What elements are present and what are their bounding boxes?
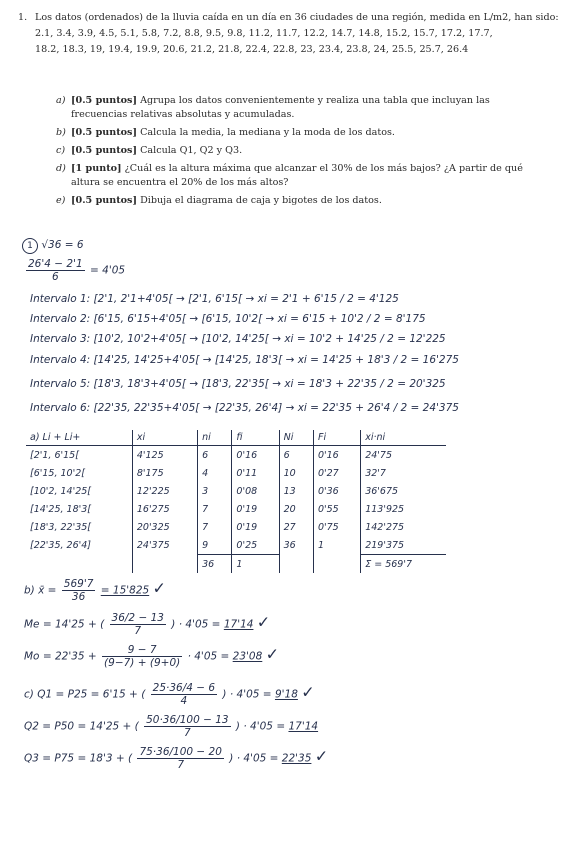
q3-line: Q3 = P75 = 18'3 + ( $\frac{75\cdot 36/100 - 20}{7}$ ) · 4'05 = 22'35 ✓: [24, 746, 329, 771]
table-cell: 0'75: [313, 518, 360, 536]
interval-line: [30, 293, 399, 305]
median-line: Me = 14'25 + ( $\frac{36/2 - 13}{7}$ ) · 4'05 = 17'14 ✓: [24, 612, 271, 637]
mode-denominator: (9−7) + (9+0): [104, 657, 181, 669]
mode-line: [24, 644, 279, 669]
interval-label: Intervalo 2:: [30, 313, 91, 325]
interval-line: [30, 402, 459, 414]
table-cell: 0'25: [232, 536, 279, 555]
interval-line: [30, 378, 446, 390]
part-label: c): [56, 145, 66, 156]
q1-tail: · 4'05 =: [229, 688, 272, 701]
table-total-row: [26, 555, 446, 574]
table-cell: 0'55: [313, 500, 360, 518]
part-label: a): [56, 95, 66, 106]
mean-fraction: [62, 578, 96, 603]
table-row: [26, 446, 446, 465]
table-cell: 6: [279, 446, 313, 465]
table-row: [26, 464, 446, 482]
interval-label: Intervalo 5:: [30, 378, 91, 390]
interval-text: [14'25, 14'25+4'05[ → [14'25, 18'3[ → xi = 14'25 + 18'3 / 2 = 16'275: [93, 354, 459, 366]
interval-text: [18'3, 18'3+4'05[ → [18'3, 22'35[ → xi = 18'3 + 22'35 / 2 = 20'325: [93, 378, 446, 390]
q2-result: 17'14: [288, 720, 319, 733]
table-cell: 36: [279, 536, 313, 555]
header-cell: Fi: [313, 430, 360, 446]
part-points: [0.5 puntos]: [71, 145, 137, 156]
table-cell: 0'11: [232, 464, 279, 482]
amplitude-fraction: [26, 258, 85, 283]
check-mark-icon: ✓: [314, 746, 329, 766]
table-cell: 219'375: [365, 539, 405, 551]
table-cell: 0'16: [313, 446, 360, 465]
table-cell: [18'3, 22'35[: [26, 518, 132, 536]
amplitude-denominator: 6: [51, 271, 59, 283]
median-fraction: [110, 612, 166, 637]
mode-label: Mo = 22'35 +: [24, 650, 97, 663]
table-cell: 16'275: [132, 500, 197, 518]
amplitude-line: [24, 258, 125, 283]
q1-fraction: [151, 682, 217, 707]
amplitude-numerator: 26'4 − 2'1: [28, 258, 83, 270]
mode-tail: · 4'05 =: [187, 650, 230, 663]
q3-result: 22'35: [281, 752, 312, 765]
part-text: ¿Cuál es la altura máxima que alcanzar el 30% de los más bajos? ¿A partir de qué altura se encuentra el 20% de los más altos?: [71, 163, 523, 188]
mean-numerator: 569'7: [63, 578, 94, 590]
header-cell: fi: [232, 430, 279, 446]
header-cell: xi: [132, 430, 197, 446]
median-label: Me = 14'25 +: [24, 618, 97, 631]
q2-fraction: [144, 714, 230, 739]
header-cell: Ni: [279, 430, 313, 446]
table-cell: 20'325: [132, 518, 197, 536]
table-cell: 0'16: [232, 446, 279, 465]
table-cell: [132, 555, 197, 574]
mean-label: b) x̄ =: [24, 584, 57, 597]
interval-label: Intervalo 3:: [30, 333, 91, 345]
q2-label: Q2 = P50 = 14'25 +: [24, 720, 132, 733]
part-label: e): [56, 195, 66, 206]
median-tail: · 4'05 =: [178, 618, 221, 631]
table-cell: 0'19: [232, 500, 279, 518]
data-line-1: 2.1, 3.4, 3.9, 4.5, 5.1, 5.8, 7.2, 8.8, 9.5, 9.8, 11.2, 11.7, 12.2, 14.7, 14.8, 15.2, 15.7, 17.2, 17.7,: [35, 28, 493, 39]
table-cell: [313, 555, 360, 574]
table-cell: [279, 555, 313, 574]
interval-label: Intervalo 4:: [30, 354, 91, 366]
table-cell: 24'75: [365, 449, 392, 461]
q2-denominator: 7: [184, 727, 191, 739]
table-cell: [2'1, 6'15[: [26, 446, 132, 465]
part-text: Agrupa los datos convenientemente y realiza una tabla que incluyan las frecuencias relativas absolutas y acumuladas.: [71, 95, 490, 120]
table-cell: 142'275: [365, 521, 405, 533]
table-cell: 0'08: [232, 482, 279, 500]
q1-denominator: 4: [180, 695, 188, 707]
mode-numerator: 9 − 7: [102, 644, 182, 657]
table-cell: 7: [198, 500, 232, 518]
total-f: 1: [232, 555, 279, 574]
q3-fraction: [137, 746, 223, 771]
part-text: Dibuja el diagrama de caja y bigotes de los datos.: [140, 195, 382, 206]
header-cell: a) Li + Li+: [26, 430, 132, 446]
interval-text: [10'2, 10'2+4'05[ → [10'2, 14'25[ → xi = 10'2 + 14'25 / 2 = 12'225: [93, 333, 446, 345]
table-cell: 27: [279, 518, 313, 536]
mean-denominator: 36: [71, 591, 86, 603]
part-points: [1 punto]: [71, 163, 122, 174]
table-row: [26, 536, 446, 555]
mean-line: [24, 578, 166, 603]
table-cell: 10: [279, 464, 313, 482]
q2-tail: · 4'05 =: [243, 720, 286, 733]
table-cell: 8'175: [132, 464, 197, 482]
check-mark-icon: ✓: [301, 682, 315, 702]
interval-label: Intervalo 1:: [30, 293, 91, 305]
table-cell: 0'27: [313, 464, 360, 482]
q1-line: c) Q1 = P25 = 6'15 + ( $\frac{25\cdot 36/4 - 6}{4}$ ) · 4'05 = 9'18 ✓: [24, 682, 315, 707]
q2-line: Q2 = P50 = 14'25 + ( $\frac{50\cdot 36/100 - 13}{7}$ ) · 4'05 = 17'14: [24, 714, 319, 739]
sqrt-text: √36 = 6: [41, 239, 84, 251]
problem-parts: [56, 94, 534, 212]
mode-result: 23'08: [232, 650, 263, 663]
table-cell: 32'7: [365, 467, 386, 479]
table-cell: 9: [198, 536, 232, 555]
table-cell: 36'675: [365, 485, 399, 497]
table-cell: 0'19: [232, 518, 279, 536]
q1-result: 9'18: [274, 688, 298, 701]
table-cell: 7: [198, 518, 232, 536]
total-n: 36: [198, 555, 232, 574]
amplitude-result: = 4'05: [90, 264, 126, 277]
data-line-2: 18.2, 18.3, 19, 19.4, 19.9, 20.6, 21.2, 21.8, 22.4, 22.8, 23, 23.4, 23.8, 24, 25.5, 25.7, 26.4: [35, 44, 469, 55]
mean-result: = 15'825: [100, 584, 150, 597]
interval-text: [2'1, 2'1+4'05[ → [2'1, 6'15[ → xi = 2'1 + 6'15 / 2 = 4'125: [93, 293, 399, 305]
header-cell: xi·ni: [361, 430, 446, 446]
interval-line: [30, 354, 459, 366]
sum-cell: Σ = 569'7: [361, 555, 446, 574]
median-result: 17'14: [223, 618, 254, 631]
table-cell: [10'2, 14'25[: [26, 482, 132, 500]
part-d: [56, 162, 534, 190]
part-points: [0.5 puntos]: [71, 95, 137, 106]
table-cell: 1: [313, 536, 360, 555]
part-b: [56, 126, 534, 140]
q3-numerator: 75·36/100 − 20: [139, 746, 222, 758]
table-cell: [26, 555, 132, 574]
check-mark-icon: ✓: [265, 644, 280, 664]
check-mark-icon: ✓: [256, 612, 271, 632]
part-c: [56, 144, 534, 158]
median-numerator: 36/2 − 13: [111, 612, 164, 624]
header-cell: ni: [198, 430, 232, 446]
q3-label: Q3 = P75 = 18'3 +: [24, 752, 125, 765]
interval-line: [30, 333, 446, 345]
table-cell: [14'25, 18'3[: [26, 500, 132, 518]
q3-denominator: 7: [177, 759, 185, 771]
table-cell: 12'225: [132, 482, 197, 500]
part-label: b): [56, 127, 66, 138]
table-row: [26, 500, 446, 518]
table-cell: 3: [198, 482, 232, 500]
part-label: d): [56, 163, 66, 174]
interval-label: Intervalo 6:: [30, 402, 91, 414]
part-text: Calcula la media, la mediana y la moda de los datos.: [140, 127, 395, 138]
table-row: [26, 482, 446, 500]
q1-numerator: 25·36/4 − 6: [152, 682, 216, 694]
step-number-circle: 1: [22, 238, 38, 254]
mode-fraction: [102, 644, 182, 669]
table-cell: 20: [279, 500, 313, 518]
interval-text: [22'35, 22'35+4'05[ → [22'35, 26'4] → xi = 22'35 + 26'4 / 2 = 24'375: [93, 402, 459, 414]
table-cell: 6: [198, 446, 232, 465]
problem-number: 1.: [18, 12, 28, 23]
table-cell: 4: [198, 464, 232, 482]
table-row: [26, 518, 446, 536]
interval-text: [6'15, 6'15+4'05[ → [6'15, 10'2[ → xi = 6'15 + 10'2 / 2 = 8'175: [93, 313, 426, 325]
problem-statement: [18, 10, 570, 57]
q3-tail: · 4'05 =: [236, 752, 279, 765]
part-text: Calcula Q1, Q2 y Q3.: [140, 145, 243, 156]
sqrt-line: [22, 238, 84, 254]
problem-intro: Los datos (ordenados) de la lluvia caída en un día en 36 ciudades de una región, medida en L/m2, han sido:: [35, 12, 559, 23]
frequency-table: [26, 430, 446, 573]
part-points: [0.5 puntos]: [71, 195, 137, 206]
table-cell: [22'35, 26'4]: [26, 536, 132, 555]
q1-label: c) Q1 = P25 = 6'15 +: [24, 688, 138, 701]
check-mark-icon: ✓: [152, 578, 166, 598]
table-header-row: [26, 430, 446, 446]
q2-numerator: 50·36/100 − 13: [146, 714, 229, 726]
table-cell: 13: [279, 482, 313, 500]
part-points: [0.5 puntos]: [71, 127, 137, 138]
table-cell: 24'375: [132, 536, 197, 555]
part-a: [56, 94, 534, 122]
table-cell: 0'36: [313, 482, 360, 500]
table-cell: 113'925: [365, 503, 405, 515]
table-cell: [6'15, 10'2[: [26, 464, 132, 482]
median-denominator: 7: [134, 625, 142, 637]
interval-line: [30, 313, 426, 325]
table-cell: 4'125: [132, 446, 197, 465]
part-e: [56, 194, 534, 208]
